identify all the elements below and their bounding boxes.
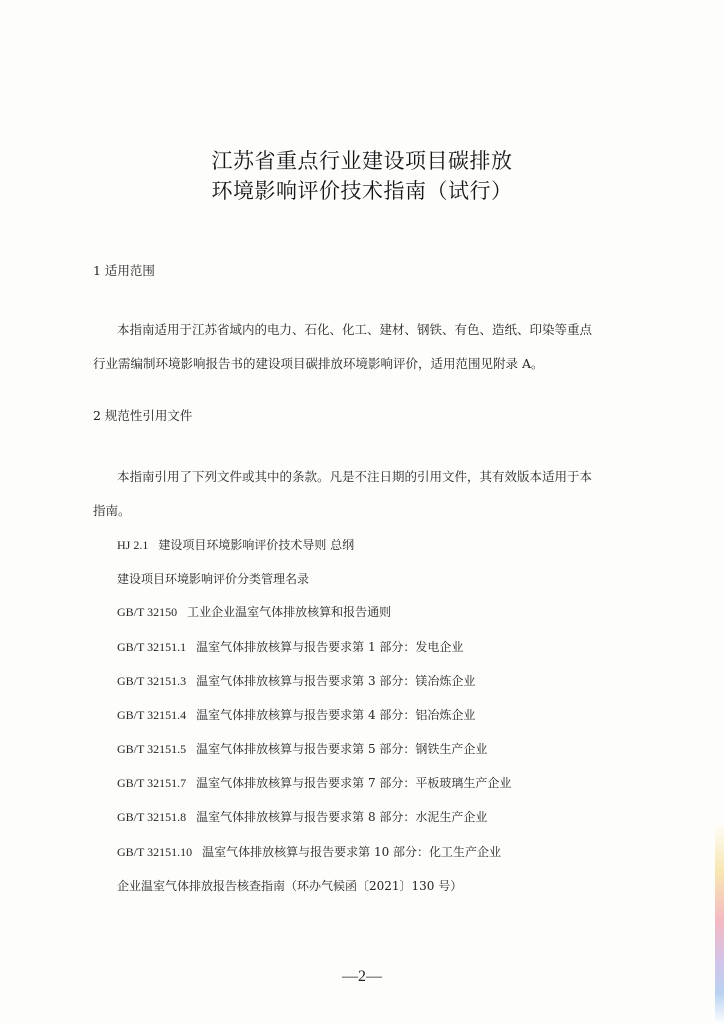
reference-title: 温室气体排放核算与报告要求第 5 部分：钢铁生产企业 — [196, 742, 488, 756]
document-title-line-2: 环境影响评价技术指南（试行） — [211, 179, 513, 203]
reference-item — [117, 570, 309, 587]
reference-code: GB/T 32151.4 — [117, 708, 187, 722]
reference-item — [117, 774, 511, 791]
reference-item — [117, 603, 391, 620]
reference-title: 温室气体排放核算与报告要求第 3 部分：镁冶炼企业 — [196, 674, 476, 688]
reference-code: HJ 2.1 — [117, 538, 149, 552]
reference-title: 温室气体排放核算与报告要求第 1 部分：发电企业 — [196, 640, 464, 654]
reference-code: GB/T 32151.8 — [117, 810, 187, 824]
reference-code: GB/T 32151.5 — [117, 742, 187, 756]
page-number: —2— — [342, 968, 382, 985]
reference-title: 工业企业温室气体排放核算和报告通则 — [187, 605, 392, 619]
reference-item — [117, 536, 354, 553]
reference-item — [117, 740, 487, 757]
scope-paragraph-line-1: 本指南适用于江苏省域内的电力、石化、化工、建材、钢铁、有色、造纸、印染等重点 — [117, 322, 593, 337]
reference-title: 建设项目环境影响评价分类管理名录 — [117, 572, 310, 586]
reference-title: 温室气体排放核算与报告要求第 4 部分：铝冶炼企业 — [196, 708, 476, 722]
reference-code: GB/T 32151.1 — [117, 640, 187, 654]
section-heading-normative-references: 2 规范性引用文件 — [93, 408, 193, 423]
references-intro-line-1: 本指南引用了下列文件或其中的条款。凡是不注日期的引用文件，其有效版本适用于本 — [117, 469, 593, 484]
reference-title: 温室气体排放核算与报告要求第 10 部分：化工生产企业 — [202, 845, 502, 859]
reference-item — [117, 672, 475, 689]
reference-code: GB/T 32151.3 — [117, 674, 187, 688]
reference-title: 企业温室气体排放报告核查指南（环办气候函〔2021〕130 号） — [117, 879, 463, 893]
reference-item — [117, 877, 462, 894]
reference-item — [117, 808, 487, 825]
reference-code: GB/T 32150 — [117, 605, 178, 619]
reference-item — [117, 843, 501, 860]
reference-title: 温室气体排放核算与报告要求第 8 部分：水泥生产企业 — [196, 810, 488, 824]
reference-item — [117, 638, 463, 655]
scan-color-strip — [715, 820, 724, 1024]
reference-code: GB/T 32151.10 — [117, 845, 193, 859]
section-heading-scope: 1 适用范围 — [93, 263, 155, 278]
scope-paragraph-line-2: 行业需编制环境影响报告书的建设项目碳排放环境影响评价，适用范围见附录 A。 — [93, 356, 544, 371]
reference-code: GB/T 32151.7 — [117, 776, 187, 790]
reference-title: 建设项目环境影响评价技术导则 总纲 — [158, 538, 355, 552]
reference-title: 温室气体排放核算与报告要求第 7 部分：平板玻璃生产企业 — [196, 776, 512, 790]
references-intro-line-2: 指南。 — [93, 503, 131, 518]
reference-item — [117, 706, 475, 723]
document-title-line-1: 江苏省重点行业建设项目碳排放 — [211, 149, 513, 173]
